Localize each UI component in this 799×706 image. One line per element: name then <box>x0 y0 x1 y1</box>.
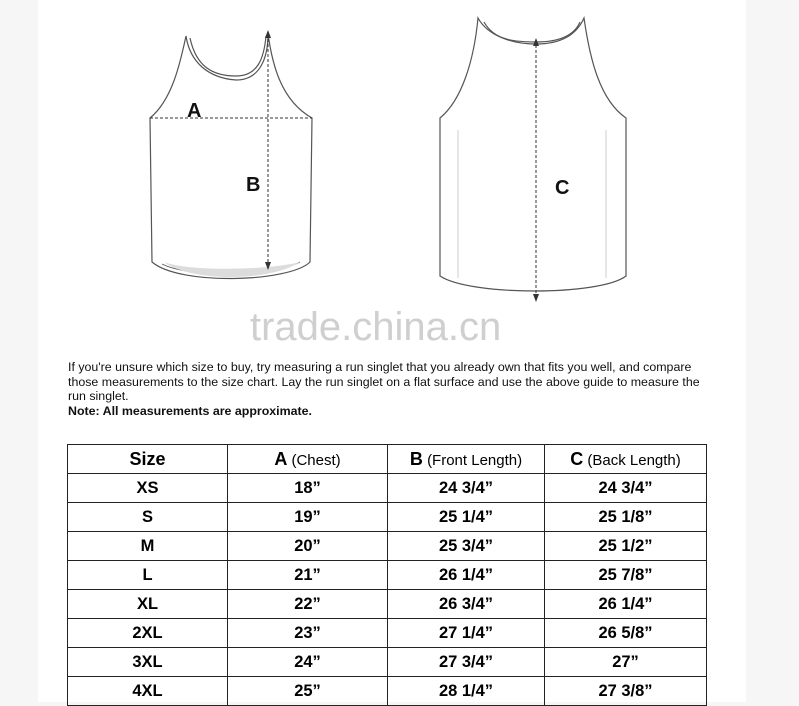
header-front-length: B (Front Length) <box>388 445 545 474</box>
cell-front-length: 25 1/4” <box>388 503 545 532</box>
cell-front-length: 25 3/4” <box>388 532 545 561</box>
table-header-row <box>68 445 707 474</box>
cell-back-length: 25 1/8” <box>545 503 707 532</box>
label-b: B <box>246 174 261 196</box>
intro-text-block <box>68 360 718 418</box>
cell-front-length: 24 3/4” <box>388 474 545 503</box>
table-row <box>68 532 707 561</box>
cell-chest: 25” <box>228 677 388 706</box>
cell-front-length: 27 3/4” <box>388 648 545 677</box>
cell-back-length: 26 1/4” <box>545 590 707 619</box>
cell-chest: 23” <box>228 619 388 648</box>
cell-chest: 21” <box>228 561 388 590</box>
cell-size: 4XL <box>68 677 228 706</box>
header-chest: A (Chest) <box>228 445 388 474</box>
table-row <box>68 648 707 677</box>
table-row <box>68 503 707 532</box>
header-size: Size <box>68 445 228 474</box>
cell-chest: 22” <box>228 590 388 619</box>
cell-back-length: 25 7/8” <box>545 561 707 590</box>
size-chart-table <box>67 444 707 706</box>
watermark-logo: trade.china.cn <box>250 305 502 349</box>
cell-chest: 19” <box>228 503 388 532</box>
cell-chest: 18” <box>228 474 388 503</box>
label-a: A <box>187 100 202 122</box>
cell-front-length: 26 3/4” <box>388 590 545 619</box>
cell-front-length: 26 1/4” <box>388 561 545 590</box>
cell-size: 2XL <box>68 619 228 648</box>
front-singlet-illustration <box>150 34 312 279</box>
cell-size: M <box>68 532 228 561</box>
arrow-head-icon <box>265 30 271 38</box>
cell-back-length: 25 1/2” <box>545 532 707 561</box>
table-row <box>68 474 707 503</box>
cell-size: XL <box>68 590 228 619</box>
table-row <box>68 619 707 648</box>
cell-size: XS <box>68 474 228 503</box>
cell-front-length: 27 1/4” <box>388 619 545 648</box>
cell-back-length: 26 5/8” <box>545 619 707 648</box>
arrow-head-icon <box>533 294 539 302</box>
table-row <box>68 590 707 619</box>
cell-front-length: 28 1/4” <box>388 677 545 706</box>
singlet-measurement-diagram <box>0 0 799 340</box>
label-c: C <box>555 177 570 199</box>
cell-back-length: 27 3/8” <box>545 677 707 706</box>
header-back-length: C (Back Length) <box>545 445 707 474</box>
cell-back-length: 27” <box>545 648 707 677</box>
cell-size: 3XL <box>68 648 228 677</box>
cell-back-length: 24 3/4” <box>545 474 707 503</box>
cell-size: S <box>68 503 228 532</box>
back-singlet-illustration <box>440 18 626 291</box>
intro-paragraph: If you're unsure which size to buy, try measuring a run singlet that you already own that fits you well, and compare those measurements to the size chart. Lay the run singlet on a flat surface and use the above guide to measure the run singlet. <box>68 360 700 404</box>
cell-size: L <box>68 561 228 590</box>
approximate-note: Note: All measurements are approximate. <box>68 403 312 418</box>
table-row <box>68 561 707 590</box>
table-row <box>68 677 707 706</box>
cell-chest: 20” <box>228 532 388 561</box>
cell-chest: 24” <box>228 648 388 677</box>
